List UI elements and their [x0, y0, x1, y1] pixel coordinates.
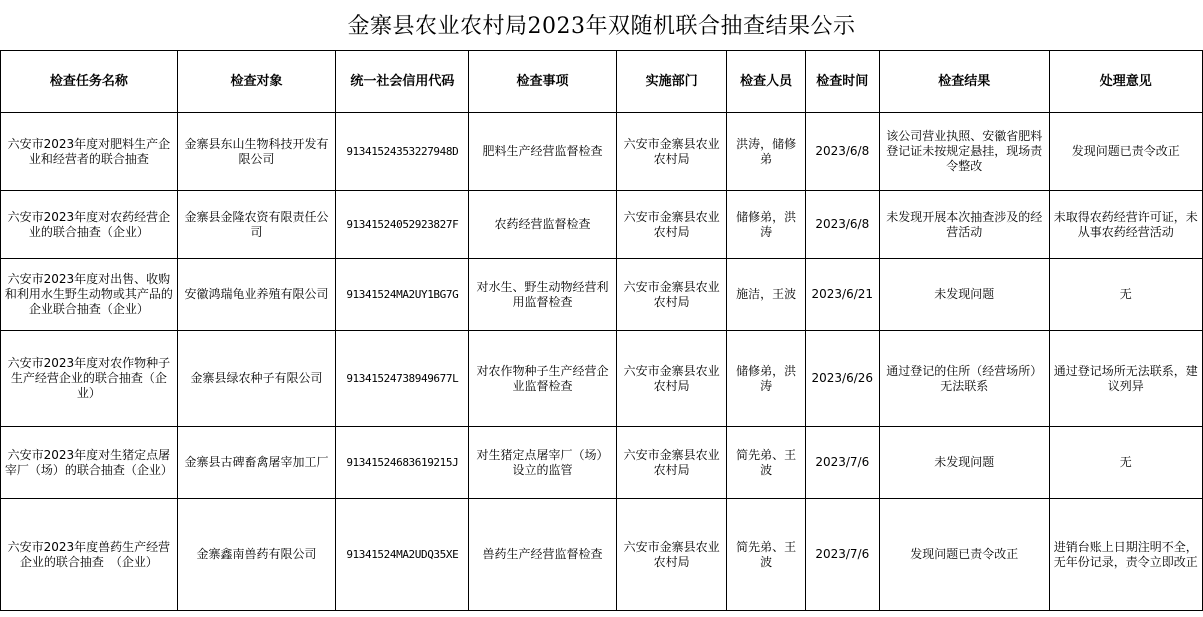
cell-dept: 六安市金寨县农业农村局	[616, 499, 727, 611]
cell-task: 六安市2023年度对出售、收购和利用水生野生动物或其产品的企业联合抽查（企业）	[1, 259, 178, 331]
cell-date: 2023/7/6	[805, 427, 879, 499]
cell-task: 六安市2023年度对肥料生产企业和经营者的联合抽查	[1, 113, 178, 191]
cell-inspectors: 施洁，王波	[727, 259, 805, 331]
inspection-results-table	[0, 50, 1203, 611]
cell-item: 对水生、野生动物经营利用监督检查	[469, 259, 616, 331]
column-header-inspectors: 检查人员	[727, 51, 805, 113]
cell-opinion: 无	[1049, 259, 1202, 331]
table-row	[1, 331, 1203, 427]
cell-task: 六安市2023年度对农作物种子生产经营企业的联合抽查（企业）	[1, 331, 178, 427]
cell-task: 六安市2023年度对生猪定点屠宰厂（场）的联合抽查（企业）	[1, 427, 178, 499]
column-header-opinion: 处理意见	[1049, 51, 1202, 113]
cell-opinion: 进销台账上日期注明不全，无年份记录，责令立即改正	[1049, 499, 1202, 611]
column-header-date: 检查时间	[805, 51, 879, 113]
cell-item: 兽药生产经营监督检查	[469, 499, 616, 611]
cell-inspectors: 储修弟，洪涛	[727, 331, 805, 427]
cell-item: 肥料生产经营监督检查	[469, 113, 616, 191]
cell-result: 发现问题已责令改正	[879, 499, 1049, 611]
cell-item: 对生猪定点屠宰厂（场）设立的监管	[469, 427, 616, 499]
cell-inspectors: 简先弟、王波	[727, 427, 805, 499]
cell-opinion: 无	[1049, 427, 1202, 499]
cell-date: 2023/6/8	[805, 191, 879, 259]
cell-item: 农药经营监督检查	[469, 191, 616, 259]
cell-date: 2023/7/6	[805, 499, 879, 611]
column-header-result: 检查结果	[879, 51, 1049, 113]
cell-dept: 六安市金寨县农业农村局	[616, 191, 727, 259]
cell-date: 2023/6/26	[805, 331, 879, 427]
cell-target: 金寨县东山生物科技开发有限公司	[177, 113, 336, 191]
table-row	[1, 499, 1203, 611]
cell-target: 金寨县金隆农资有限责任公司	[177, 191, 336, 259]
cell-credit-code: 91341524MA2UY1BG7G	[336, 259, 469, 331]
cell-result: 通过登记的住所（经营场所）无法联系	[879, 331, 1049, 427]
cell-opinion: 发现问题已责令改正	[1049, 113, 1202, 191]
column-header-credit-code: 统一社会信用代码	[336, 51, 469, 113]
cell-credit-code: 91341524738949677L	[336, 331, 469, 427]
cell-inspectors: 洪涛，储修弟	[727, 113, 805, 191]
cell-date: 2023/6/21	[805, 259, 879, 331]
cell-credit-code: 91341524683619215J	[336, 427, 469, 499]
cell-opinion: 通过登记场所无法联系，建议列异	[1049, 331, 1202, 427]
cell-target: 金寨县古碑畜禽屠宰加工厂	[177, 427, 336, 499]
cell-dept: 六安市金寨县农业农村局	[616, 113, 727, 191]
cell-result: 未发现问题	[879, 427, 1049, 499]
column-header-target: 检查对象	[177, 51, 336, 113]
cell-credit-code: 91341524052923827F	[336, 191, 469, 259]
cell-credit-code: 91341524MA2UDQ35XE	[336, 499, 469, 611]
cell-result: 该公司营业执照、安徽省肥料登记证未按规定悬挂，现场责令整改	[879, 113, 1049, 191]
table-row	[1, 259, 1203, 331]
cell-result: 未发现问题	[879, 259, 1049, 331]
cell-credit-code: 91341524353227948D	[336, 113, 469, 191]
table-header-row	[1, 51, 1203, 113]
cell-task: 六安市2023年度对农药经营企业的联合抽查（企业）	[1, 191, 178, 259]
column-header-item: 检查事项	[469, 51, 616, 113]
cell-target: 金寨鑫南兽药有限公司	[177, 499, 336, 611]
cell-target: 金寨县绿农种子有限公司	[177, 331, 336, 427]
column-header-task: 检查任务名称	[1, 51, 178, 113]
column-header-dept: 实施部门	[616, 51, 727, 113]
document-title: 金寨县农业农村局2023年双随机联合抽查结果公示	[347, 14, 856, 39]
cell-dept: 六安市金寨县农业农村局	[616, 259, 727, 331]
cell-dept: 六安市金寨县农业农村局	[616, 331, 727, 427]
cell-opinion: 未取得农药经营许可证，未从事农药经营活动	[1049, 191, 1202, 259]
cell-inspectors: 储修弟，洪涛	[727, 191, 805, 259]
cell-task: 六安市2023年度兽药生产经营企业的联合抽查 （企业）	[1, 499, 178, 611]
cell-dept: 六安市金寨县农业农村局	[616, 427, 727, 499]
table-row	[1, 191, 1203, 259]
cell-date: 2023/6/8	[805, 113, 879, 191]
cell-target: 安徽鸿瑞龟业养殖有限公司	[177, 259, 336, 331]
cell-inspectors: 简先弟、王波	[727, 499, 805, 611]
cell-result: 未发现开展本次抽查涉及的经营活动	[879, 191, 1049, 259]
table-row	[1, 113, 1203, 191]
table-row	[1, 427, 1203, 499]
cell-item: 对农作物种子生产经营企业监督检查	[469, 331, 616, 427]
